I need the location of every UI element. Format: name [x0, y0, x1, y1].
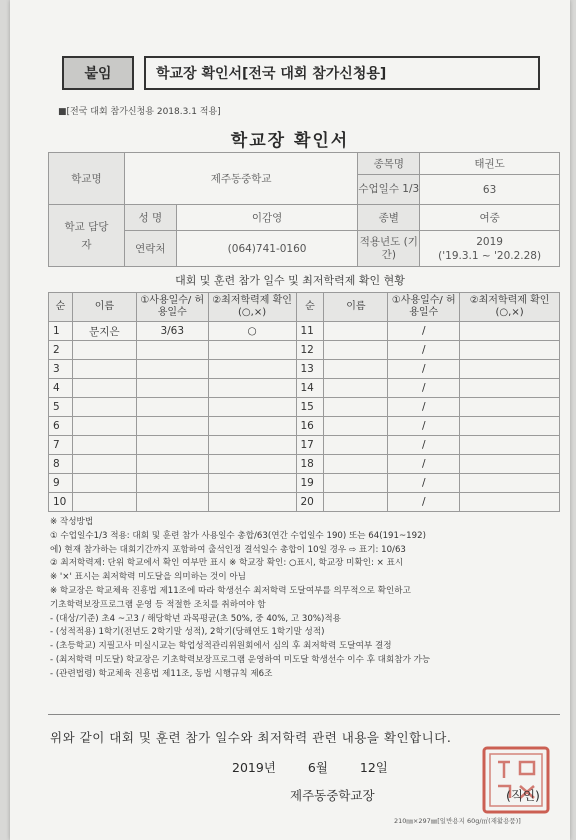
row-number: 1 [49, 322, 73, 341]
row-number: 4 [49, 379, 73, 398]
event-label: 종목명 [358, 153, 420, 175]
minimum-check [460, 360, 560, 379]
row-number: 12 [296, 341, 324, 360]
note-line: - (최저학력 미도달) 학교장은 기초학력보장프로그램 운영하여 미도달 학생선수 이수 후 대회참가 가능 [50, 654, 431, 665]
period-value: ('19.3.1 ~ '20.2.28) [438, 249, 542, 262]
year-value: 2019 [476, 235, 503, 248]
row-number: 16 [296, 417, 324, 436]
minimum-check [460, 417, 560, 436]
participant-name [324, 398, 388, 417]
days-used: / [388, 436, 460, 455]
days-used [136, 360, 208, 379]
minimum-check [460, 322, 560, 341]
seal-label: (직인) [506, 788, 540, 803]
date-day: 12일 [359, 760, 388, 775]
participant-name [324, 379, 388, 398]
confirmation-text: 위와 같이 대회 및 훈련 참가 일수와 최저학력 관련 내용을 확인합니다. [50, 730, 452, 745]
divider [48, 714, 560, 715]
header-title: 학교장 확인서[전국 대회 참가신청용] [144, 56, 540, 90]
class-days-label: 수업일수 1/3 [358, 175, 420, 205]
days-used: / [388, 322, 460, 341]
days-used [136, 474, 208, 493]
days-used: / [388, 398, 460, 417]
minimum-check [208, 455, 296, 474]
minimum-check [460, 398, 560, 417]
minimum-check [208, 360, 296, 379]
minimum-check [208, 341, 296, 360]
participant-name [324, 417, 388, 436]
year-cell [420, 231, 560, 267]
note-line: - (성적적용) 1학기(전년도 2학기말 성적), 2학기(당해연도 1학기말 성적) [50, 627, 325, 638]
school-info-table [48, 152, 560, 267]
table-row [49, 341, 560, 360]
header-days: ①사용일수/ 허용일수 [388, 293, 460, 322]
row-number: 15 [296, 398, 324, 417]
contact-label: 연락처 [124, 231, 176, 267]
row-number: 6 [49, 417, 73, 436]
row-number: 7 [49, 436, 73, 455]
note-line: - (관련법령) 학교체육 진흥법 제11조, 동법 시행규칙 제6조 [50, 668, 273, 679]
days-used: 3/63 [136, 322, 208, 341]
participant-name [72, 455, 136, 474]
gender-value: 여중 [420, 205, 560, 231]
date-month: 6월 [307, 760, 328, 775]
row-number: 3 [49, 360, 73, 379]
row-number: 9 [49, 474, 73, 493]
row-number: 19 [296, 474, 324, 493]
note-line: ※ '×' 표시는 최저학력 미도달을 의미하는 것이 아님 [50, 572, 246, 583]
participant-name [72, 379, 136, 398]
table-row [49, 455, 560, 474]
contact-value: (064)741-0160 [176, 231, 358, 267]
gender-label: 종별 [358, 205, 420, 231]
table-row [49, 379, 560, 398]
note-line: 기초학력보장프로그램 운영 등 적절한 조치를 취하여야 함 [50, 599, 266, 610]
row-number: 20 [296, 493, 324, 512]
minimum-check: ○ [208, 322, 296, 341]
name-value: 이감영 [176, 205, 358, 231]
table-row [49, 417, 560, 436]
note-line: ① 수업일수1/3 적용: 대회 및 훈련 참가 사용일수 총합/63(연간 수업일수 190) 또는 64(191~192) [50, 530, 426, 541]
event-value: 태권도 [420, 153, 560, 175]
minimum-check [460, 379, 560, 398]
header-minimum: ②최저학력제 확인(○,×) [460, 293, 560, 322]
minimum-check [460, 493, 560, 512]
instructions [50, 516, 560, 682]
days-used: / [388, 341, 460, 360]
participant-name [324, 360, 388, 379]
minimum-check [208, 436, 296, 455]
row-number: 10 [49, 493, 73, 512]
note-line: - (초등학교) 지필고사 미실시교는 학업성적관리위원회에서 심의 후 최저학력 도달여부 결정 [50, 641, 392, 652]
participant-name [72, 493, 136, 512]
header-no: 순 [49, 293, 73, 322]
note-line: ※ 작성방법 [50, 517, 94, 527]
days-used [136, 417, 208, 436]
participant-name [72, 341, 136, 360]
table-row [49, 474, 560, 493]
row-number: 8 [49, 455, 73, 474]
row-number: 17 [296, 436, 324, 455]
days-used: / [388, 493, 460, 512]
document-title: 학교장 확인서 [230, 131, 350, 151]
minimum-check [460, 455, 560, 474]
row-number: 2 [49, 341, 73, 360]
minimum-check [208, 474, 296, 493]
table-row [49, 436, 560, 455]
participant-name [324, 436, 388, 455]
row-number: 5 [49, 398, 73, 417]
minimum-check [208, 379, 296, 398]
header-name: 이름 [72, 293, 136, 322]
days-used [136, 436, 208, 455]
participants-table [48, 292, 560, 512]
table-row [49, 322, 560, 341]
participant-name [324, 341, 388, 360]
edition-note: ■[전국 대회 참가신청용 2018.3.1 적용] [58, 107, 221, 117]
header-row [62, 56, 540, 92]
participant-name [72, 474, 136, 493]
participant-name [72, 360, 136, 379]
table-row [49, 360, 560, 379]
minimum-check [208, 493, 296, 512]
header-no: 순 [296, 293, 324, 322]
header-minimum: ②최저학력제 확인(○,×) [208, 293, 296, 322]
minimum-check [460, 341, 560, 360]
days-used: / [388, 360, 460, 379]
participant-name [72, 398, 136, 417]
minimum-check [460, 474, 560, 493]
table-row [49, 493, 560, 512]
note-line: 에) 현재 참가하는 대회기간까지 포함하여 출석인정 결석일수 총합이 10일 경우 ⇨ 표기: 10/63 [50, 544, 406, 555]
participant-name: 문지은 [72, 322, 136, 341]
minimum-check [460, 436, 560, 455]
attachment-tag: 붙임 [62, 56, 134, 90]
school-principal-sign: 제주동중학교장 [290, 788, 375, 803]
row-number: 14 [296, 379, 324, 398]
paper-spec: 210㎜×297㎜[일반용지 60g/㎡(재활용품)] [394, 817, 521, 825]
participant-name [324, 322, 388, 341]
note-line: ② 최저학력제: 단위 학교에서 확인 여부만 표시 ※ 학교장 확인: ○표시, 학교장 미확인: × 표시 [50, 558, 404, 569]
manager-label: 학교 담당자 [49, 205, 125, 267]
row-number: 13 [296, 360, 324, 379]
participant-name [324, 455, 388, 474]
days-used [136, 379, 208, 398]
name-label: 성 명 [124, 205, 176, 231]
official-seal-icon [480, 744, 552, 816]
participant-name [72, 436, 136, 455]
note-line: - (대상/기준) 초4 ~고3 / 해당학년 과목평균(초 50%, 중 40%, 고 30%)적용 [50, 613, 341, 624]
row-number: 18 [296, 455, 324, 474]
minimum-check [208, 417, 296, 436]
participant-name [72, 417, 136, 436]
confirmation-date [232, 758, 402, 776]
header-days: ①사용일수/ 허용일수 [136, 293, 208, 322]
days-used [136, 341, 208, 360]
row-number: 11 [296, 322, 324, 341]
section-title: 대회 및 훈련 참가 일수 및 최저학력제 확인 현황 [175, 274, 405, 287]
year-label: 적용년도 (기간) [358, 231, 420, 267]
header-name: 이름 [324, 293, 388, 322]
school-label: 학교명 [49, 153, 125, 205]
days-used: / [388, 455, 460, 474]
school-value: 제주동중학교 [124, 153, 357, 205]
days-used: / [388, 417, 460, 436]
participant-name [324, 474, 388, 493]
table-row [49, 398, 560, 417]
days-used [136, 398, 208, 417]
note-line: ※ 학교장은 학교체육 진흥법 제11조에 따라 학생선수 최저학력 도달여부를 의무적으로 확인하고 [50, 585, 411, 596]
date-year: 2019년 [232, 760, 276, 775]
participant-name [324, 493, 388, 512]
class-days-value: 63 [420, 175, 560, 205]
days-used [136, 455, 208, 474]
days-used: / [388, 474, 460, 493]
days-used [136, 493, 208, 512]
document-page [10, 0, 570, 840]
days-used: / [388, 379, 460, 398]
minimum-check [208, 398, 296, 417]
